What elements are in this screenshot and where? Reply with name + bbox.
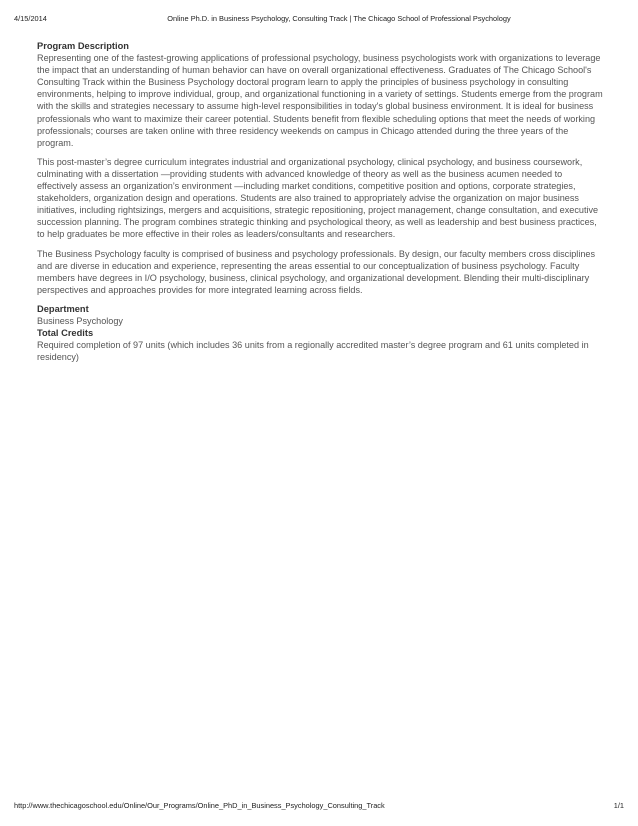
document-title: Online Ph.D. in Business Psychology, Consulting Track | The Chicago School of Professional Psychology bbox=[167, 14, 511, 23]
page-content bbox=[37, 40, 604, 363]
page-url: http://www.thechicagoschool.edu/Online/Our_Programs/Online_PhD_in_Business_Psychology_Consulting_Track bbox=[14, 801, 385, 810]
paragraph-intro: Representing one of the fastest-growing applications of professional psychology, business psychologists work with organizations to leverage the impact that an understanding of human behavior can have on overall organizational effectiveness. Graduates of The Chicago School's Consulting Track within the Business Psychology doctoral program learn to apply the principles of business psychology in consulting environments, helping to improve individual, group, and organizational functioning in a variety of settings. Students emerge from the program with the skills and strategies necessary to assume high-level responsibilities in today's global business environment. It is ideal for business professionals who want to maximize their career potential. Students benefit from flexible scheduling options that meet the needs of working professionals; courses are taken online with three residency weekends on campus in Chicago attended during the three years of the program. bbox=[37, 53, 603, 148]
department-label: Department bbox=[37, 303, 89, 314]
program-description-heading: Program Description bbox=[37, 41, 129, 51]
total-credits-value: Required completion of 97 units (which includes 36 units from a regionally accredited master’s degree program and 61 units completed in residency) bbox=[37, 340, 589, 363]
print-date: 4/15/2014 bbox=[14, 14, 47, 23]
page-number: 1/1 bbox=[613, 801, 624, 810]
paragraph-curriculum: This post-master’s degree curriculum integrates industrial and organizational psychology, clinical psychology, and business coursework, culminating with a dissertation —providing students with advanced knowledge of theory as well as the business acumen needed to effectively assess an organization’s environment —including market conditions, competitive position and options, corporate strategies, stakeholders, organization design and operations. Students are also trained to appropriately advise the organization on major business initiatives, including rightsizings, mergers and acquisitions, strategic repositioning, project management, change consultation, and executive succession planning. The program combines strategic thinking and psychological theory, as well as leadership and best business practices, to help graduates be more effective in their roles as leaders/consultants and researchers. bbox=[37, 156, 599, 240]
paragraph-faculty: The Business Psychology faculty is comprised of business and psychology professionals. By design, our faculty members cross disciplines and are diverse in education and experience, representing the areas essential to our conceptualization of business psychology. Faculty members have degrees in I/O psychology, business, clinical psychology, and organizational development. Blending their multi-disciplinary perspectives and approaches provides for more integrated learning across fields. bbox=[37, 248, 596, 295]
print-header bbox=[14, 14, 624, 26]
program-details bbox=[37, 303, 604, 363]
print-footer bbox=[14, 801, 624, 813]
department-value: Business Psychology bbox=[37, 315, 123, 326]
total-credits-label: Total Credits bbox=[37, 328, 94, 339]
